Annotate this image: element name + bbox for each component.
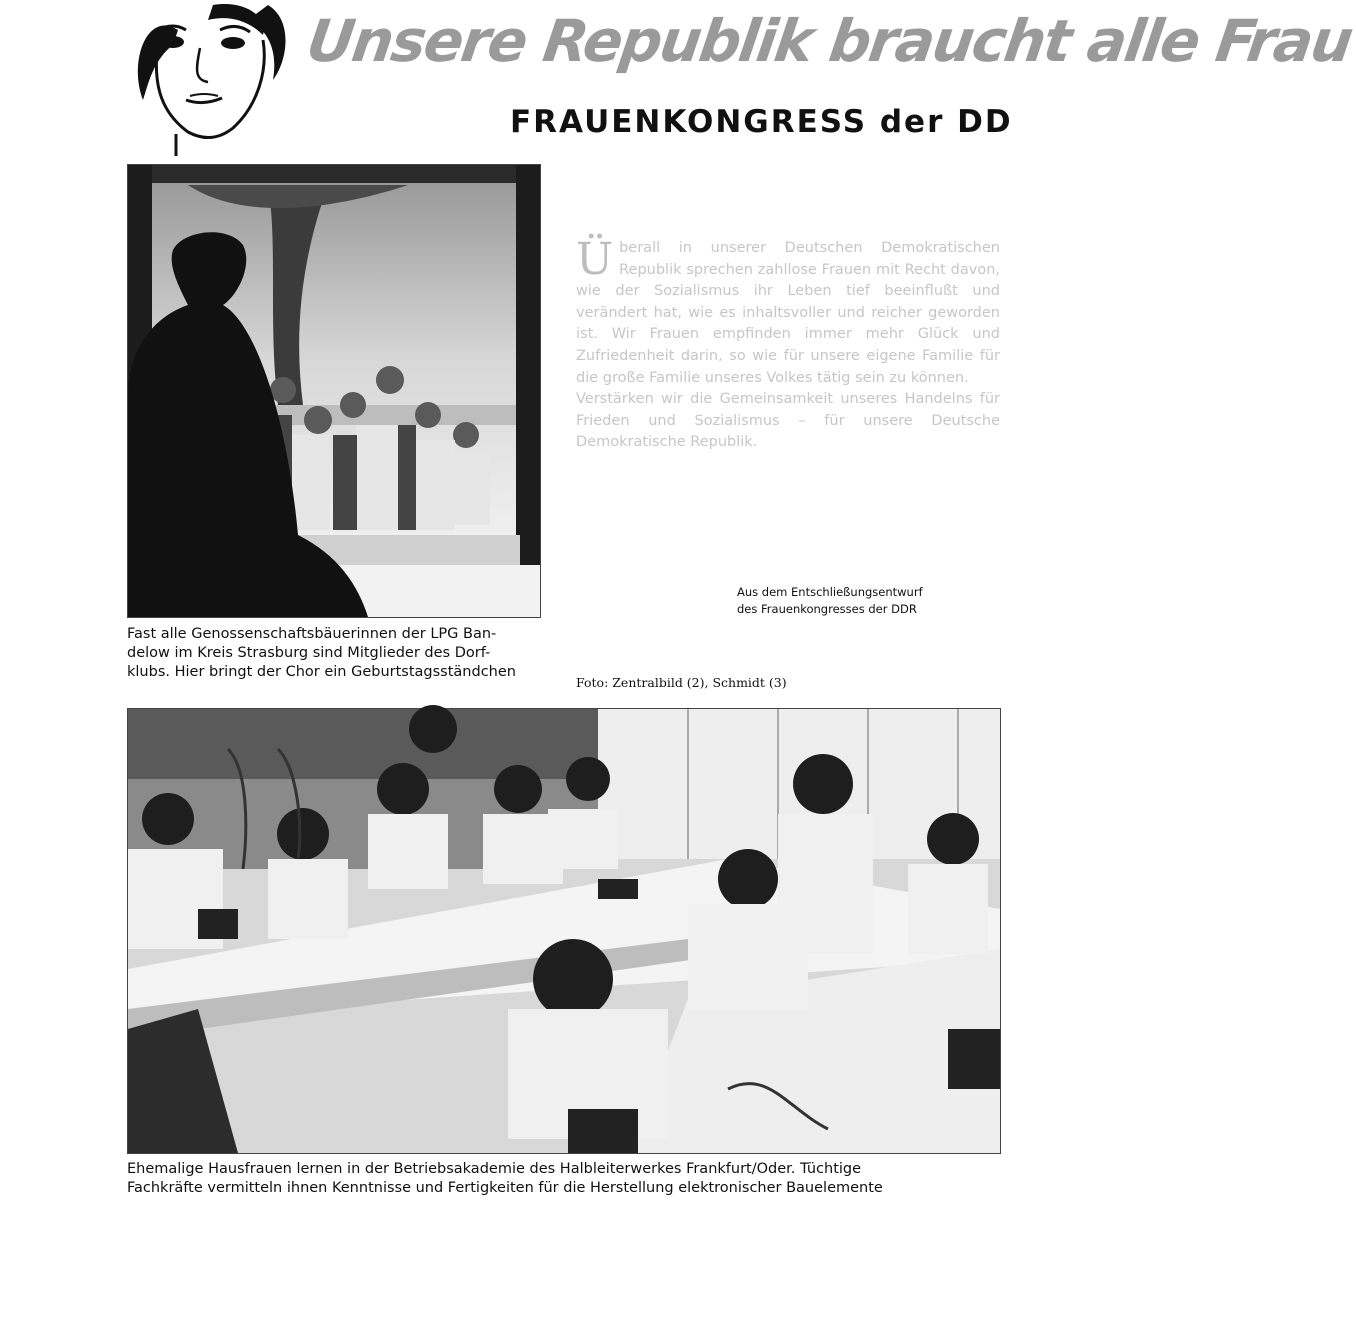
photo-workshop-training xyxy=(127,708,1001,1154)
slogan-banner: Unsere Republik braucht alle Frau xyxy=(302,7,1356,75)
quote-source xyxy=(737,584,1007,618)
photo-top-caption xyxy=(127,625,541,682)
caption-line: Fachkräfte vermitteln ihnen Kenntnisse und Fertigkeiten für die Herstellung elektronischer Bauelemente xyxy=(127,1180,883,1196)
quote-paragraph: berall in unserer Deutschen Demokratischen Republik sprechen zahllose Frauen mit Recht davon, wie der Sozialismus ihr Leben tief beeinflußt und verändert hat, wie es inhaltsvoller und reicher geworden ist. Wir Frauen empfinden immer mehr Glück und Zufriedenheit darin, so wie für unsere eigene Familie für die große Familie unseres Volkes tätig sein zu können. xyxy=(576,240,1000,386)
caption-line: Fast alle Genossenschaftsbäuerinnen der LPG Ban- xyxy=(127,626,497,642)
photo-bottom-caption xyxy=(127,1160,993,1198)
photo-choir-at-window xyxy=(127,164,541,618)
caption-line: klubs. Hier bringt der Chor ein Geburtstagsständchen xyxy=(127,664,516,680)
page-headline: FRAUENKONGRESS der DD xyxy=(510,104,1013,140)
photo-credit: Foto: Zentralbild (2), Schmidt (3) xyxy=(576,675,787,690)
source-line: des Frauenkongresses der DDR xyxy=(737,602,917,616)
woman-face-logo xyxy=(118,0,318,158)
quote-paragraph: Verstärken wir die Gemeinsamkeit unseres Handelns für Frieden und Sozialismus – für unsere Deutsche Demokratische Republik. xyxy=(576,391,1000,451)
source-line: Aus dem Entschließungsentwurf xyxy=(737,585,923,599)
quote-block xyxy=(576,234,1000,454)
caption-line: Ehemalige Hausfrauen lernen in der Betriebsakademie des Halbleiterwerkes Frankfurt/Oder. Tüchtige xyxy=(127,1161,862,1177)
caption-line: delow im Kreis Strasburg sind Mitglieder des Dorf- xyxy=(127,645,491,661)
quote-initial: Ü xyxy=(576,234,614,285)
